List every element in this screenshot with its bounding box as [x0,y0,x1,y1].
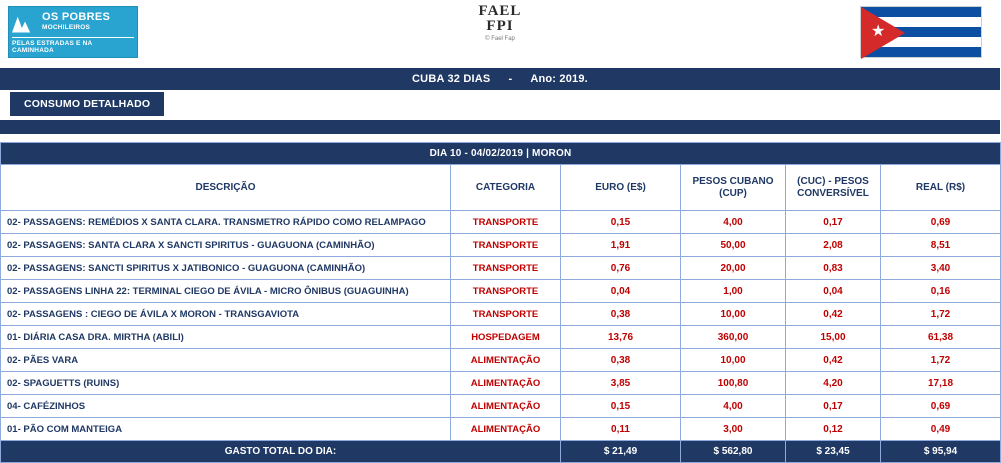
cell-real: 0,69 [881,211,1001,234]
cell-cup: 20,00 [681,257,786,280]
cell-euro: 3,85 [561,372,681,395]
column-header-descricao: DESCRIÇÃO [1,165,451,211]
logo-left-subtitle: MOCHILEIROS [42,23,91,31]
cell-euro: 0,38 [561,303,681,326]
cell-cup: 4,00 [681,395,786,418]
cell-real: 0,49 [881,418,1001,441]
column-header-real: REAL (R$) [881,165,1001,211]
cuba-flag-icon [860,6,982,58]
table-row [1,418,1001,441]
logo-fael-fpi [0,4,1000,42]
trip-title-separator: - [508,73,513,85]
page-header [0,0,1000,68]
section-chip-consumo-detalhado: CONSUMO DETALHADO [10,92,164,116]
table-row [1,326,1001,349]
trip-title: CUBA 32 DIAS [412,73,491,85]
cell-real: 61,38 [881,326,1001,349]
cell-categoria: HOSPEDAGEM [451,326,561,349]
table-total-row [1,441,1001,463]
cell-real: 1,72 [881,349,1001,372]
cell-real: 0,16 [881,280,1001,303]
total-cup: $ 562,80 [681,441,786,463]
cell-cup: 100,80 [681,372,786,395]
cell-euro: 0,15 [561,211,681,234]
cell-categoria: ALIMENTAÇÃO [451,372,561,395]
day-header-cell: DIA 10 - 04/02/2019 | MORON [1,143,1001,165]
table-day-header-row [1,143,1001,165]
divider-white-gap [0,134,1000,142]
cell-categoria: TRANSPORTE [451,303,561,326]
cell-descricao: 01- DIÁRIA CASA DRA. MIRTHA (ABILI) [1,326,451,349]
cell-euro: 0,11 [561,418,681,441]
cell-cuc: 0,17 [786,211,881,234]
cell-real: 1,72 [881,303,1001,326]
cell-cuc: 4,20 [786,372,881,395]
table-column-header-row [1,165,1001,211]
logo-center-credit: © Fael Fap [485,36,515,42]
cell-cuc: 2,08 [786,234,881,257]
cell-cuc: 0,12 [786,418,881,441]
cell-cup: 4,00 [681,211,786,234]
total-label: GASTO TOTAL DO DIA: [1,441,561,463]
cell-cuc: 0,42 [786,303,881,326]
logo-left-title: OS POBRES [42,11,111,24]
cell-cuc: 0,17 [786,395,881,418]
table-row [1,303,1001,326]
cell-descricao: 02- PÃES VARA [1,349,451,372]
cell-categoria: TRANSPORTE [451,280,561,303]
table-row [1,349,1001,372]
cell-cup: 3,00 [681,418,786,441]
total-real: $ 95,94 [881,441,1001,463]
cell-euro: 1,91 [561,234,681,257]
flag-star-icon: ★ [871,23,886,40]
column-header-euro: EURO (E$) [561,165,681,211]
column-header-categoria: CATEGORIA [451,165,561,211]
cell-real: 8,51 [881,234,1001,257]
cell-categoria: TRANSPORTE [451,211,561,234]
cell-euro: 0,38 [561,349,681,372]
column-header-pesos-conversivel: (CUC) - PESOS CONVERSÍVEL [786,165,881,211]
cell-descricao: 02- PASSAGENS: SANCTI SPIRITUS X JATIBONICO - GUAGUONA (CAMINHÃO) [1,257,451,280]
cell-cuc: 15,00 [786,326,881,349]
divider-blue-strip [0,120,1000,134]
table-row [1,211,1001,234]
cell-euro: 0,15 [561,395,681,418]
table-row [1,372,1001,395]
cell-descricao: 02- PASSAGENS: REMÉDIOS X SANTA CLARA. TRANSMETRO RÁPIDO COMO RELAMPAGO [1,211,451,234]
cell-categoria: ALIMENTAÇÃO [451,349,561,372]
table-row [1,257,1001,280]
cell-descricao: 02- PASSAGENS LINHA 22: TERMINAL CIEGO DE ÁVILA - MICRO ÔNIBUS (GUAGUINHA) [1,280,451,303]
table-row [1,280,1001,303]
cell-euro: 0,76 [561,257,681,280]
cell-cup: 360,00 [681,326,786,349]
cell-real: 17,18 [881,372,1001,395]
trip-title-bar [0,68,1000,90]
total-cuc: $ 23,45 [786,441,881,463]
cell-cuc: 0,83 [786,257,881,280]
expenses-table [0,142,1001,463]
cell-euro: 0,04 [561,280,681,303]
trip-year: Ano: 2019. [530,73,588,85]
total-euro: $ 21,49 [561,441,681,463]
cell-cup: 10,00 [681,303,786,326]
cell-descricao: 02- SPAGUETTS (RUINS) [1,372,451,395]
cell-descricao: 04- CAFÉZINHOS [1,395,451,418]
cell-cup: 50,00 [681,234,786,257]
logo-left-footer: PELAS ESTRADAS E NA CAMINHADA [12,37,134,54]
cell-categoria: TRANSPORTE [451,257,561,280]
cell-real: 3,40 [881,257,1001,280]
table-row [1,234,1001,257]
flag-graphic [861,7,981,57]
column-header-pesos-cubano: PESOS CUBANO (CUP) [681,165,786,211]
cell-categoria: ALIMENTAÇÃO [451,418,561,441]
cell-real: 0,69 [881,395,1001,418]
section-chip-row [0,90,1000,120]
cell-cuc: 0,04 [786,280,881,303]
cell-cuc: 0,42 [786,349,881,372]
cell-categoria: ALIMENTAÇÃO [451,395,561,418]
logo-center-line1: FAEL [478,3,522,19]
cell-descricao: 02- PASSAGENS : CIEGO DE ÁVILA X MORON - TRANSGAVIOTA [1,303,451,326]
cell-categoria: TRANSPORTE [451,234,561,257]
logo-center-line2: FPI [486,18,514,34]
cell-descricao: 01- PÃO COM MANTEIGA [1,418,451,441]
cell-descricao: 02- PASSAGENS: SANTA CLARA X SANCTI SPIRITUS - GUAGUONA (CAMINHÃO) [1,234,451,257]
cell-euro: 13,76 [561,326,681,349]
cell-cup: 10,00 [681,349,786,372]
cell-cup: 1,00 [681,280,786,303]
table-row [1,395,1001,418]
